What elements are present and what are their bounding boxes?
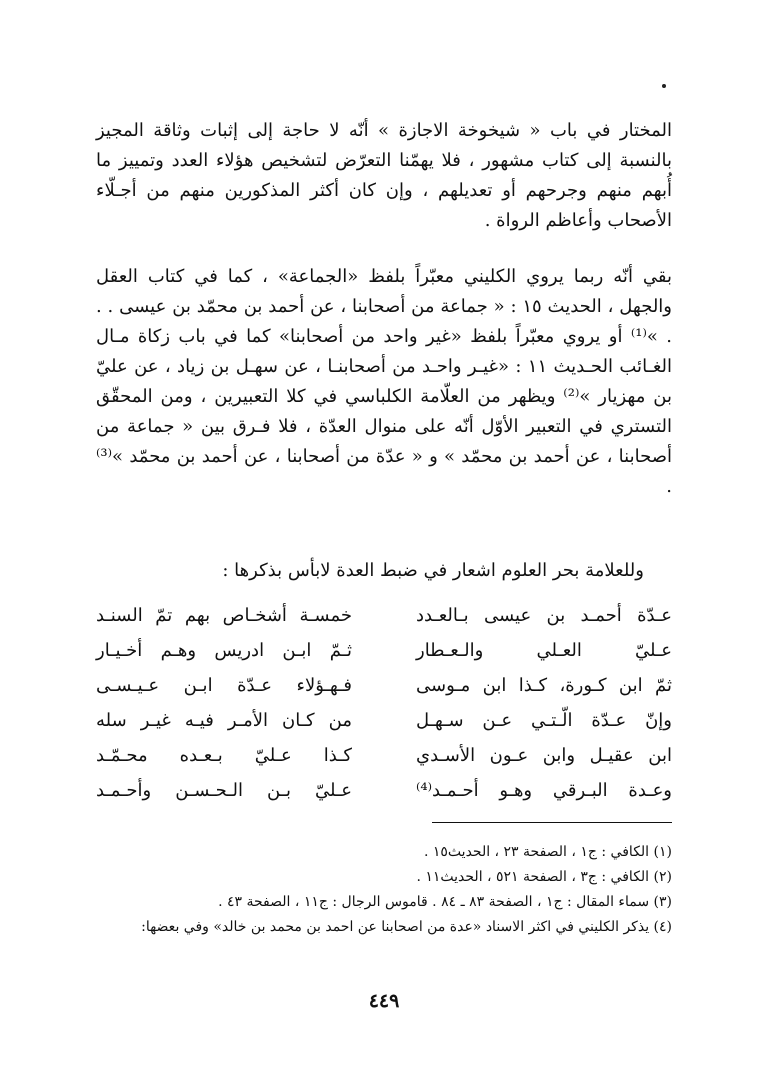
paragraph-2: بقي أنّه ربما يروي الكليني معبّراً بلفظ «الجماعة» ، كما في كتاب العقل والجهل ، الحديث ١٥ : « جماعة من أصحابنا ، عن أحمد بن محمّد بن عيسى . . . »⁽¹⁾ أو يروي معبّراً بلفظ «غير واحد من أصحابنا» كما في باب زكاة مـال الغـائب الحـديث ١١ : «غيـر واحـد من أصحابنـا ، عن سهـل بن زياد ، عن عليّ بن مهزيار »⁽²⁾ ويظهر من العلّامة الكلباسي في كلا التعبيرين ، ومن المحقّق التستري في التعبير الأوّل أنّه على منوال العدّة ، فلا فـرق بين « جماعة من أصحابنا ، عن أحمد بن محمّد » و « عدّة من أصحابنا ، عن أحمد بن محمّد »⁽³⁾ . [96, 266, 672, 497]
hemistich-right: وإنّ عـدّة الّـتـي عـن سـهـل [416, 710, 672, 731]
poem-verse [96, 703, 672, 738]
paragraph-1: المختار في باب « شيخوخة الاجازة » أنّه لا حاجة إلى إثبات وثاقة المجيز بالنسبة إلى كتاب مشهور ، فلا يهمّنا التعرّض لتشخيص هؤلاء العدد وتمييز ما أُبهم منهم وجرحهم أو تعديلهم ، وإن كان أكثر المذكورين منهم من أجـلّاء الأصحاب وأعاظم الرواة . [96, 120, 672, 231]
hemistich-right: ابن عقيـل وابن عـون الأسـدي [416, 745, 672, 766]
hemistich-right: وعـدة البـرقي وهـو أحـمـد⁽⁴⁾ [416, 780, 672, 801]
poem [96, 598, 672, 808]
corner-dot [662, 84, 666, 88]
footnote-2: (٢) الكافي : ج٣ ، الصفحة ٥٢١ ، الحديث١١ . [416, 869, 672, 885]
hemistich-left: فـهـؤلاء عـدّة ابـن عـيـسـى [96, 675, 352, 696]
hemistich-left: كـذا عـليّ بـعـده محـمّـد [96, 745, 352, 766]
poem-intro: وللعلامة بحر العلوم اشعار في ضبط العدة لابأس بذكرها : [222, 560, 644, 581]
footnote-4: (٤) يذكر الكليني في اكثر الاسناد «عدة من اصحابنا عن احمد بن محمد بن خالد» وفي بعضها: [141, 919, 672, 935]
hemistich-left: عـليّ بـن الـحـسـن وأحـمـد [96, 780, 352, 801]
hemistich-right: عـليّ العـلي والـعـطار [416, 640, 672, 661]
hemistich-right: ثمّ ابن كـورة، كـذا ابن مـوسى [416, 675, 672, 696]
footnote-divider [432, 822, 672, 823]
footnote-3: (٣) سماء المقال : ج١ ، الصفحة ٨٣ ـ ٨٤ . قاموس الرجال : ج١١ ، الصفحة ٤٣ . [218, 894, 672, 910]
poem-verse [96, 668, 672, 703]
footnotes [96, 840, 672, 940]
hemistich-left: ثـمّ ابـن ادريس وهـم أخـيـار [96, 640, 352, 661]
hemistich-left: خمسـة أشخـاص بهم تمّ السنـد [96, 605, 352, 626]
page-number: ٤٤٩ [368, 990, 400, 1012]
poem-verse [96, 773, 672, 808]
poem-verse [96, 598, 672, 633]
footnote-1: (١) الكافي : ج١ ، الصفحة ٢٣ ، الحديث١٥ . [423, 844, 672, 860]
hemistich-right: عـدّة أحمـد بن عيسى بـالعـدد [416, 605, 672, 626]
hemistich-left: من كـان الأمـر فيـه غيـر سله [96, 710, 352, 731]
poem-verse [96, 633, 672, 668]
poem-verse [96, 738, 672, 773]
